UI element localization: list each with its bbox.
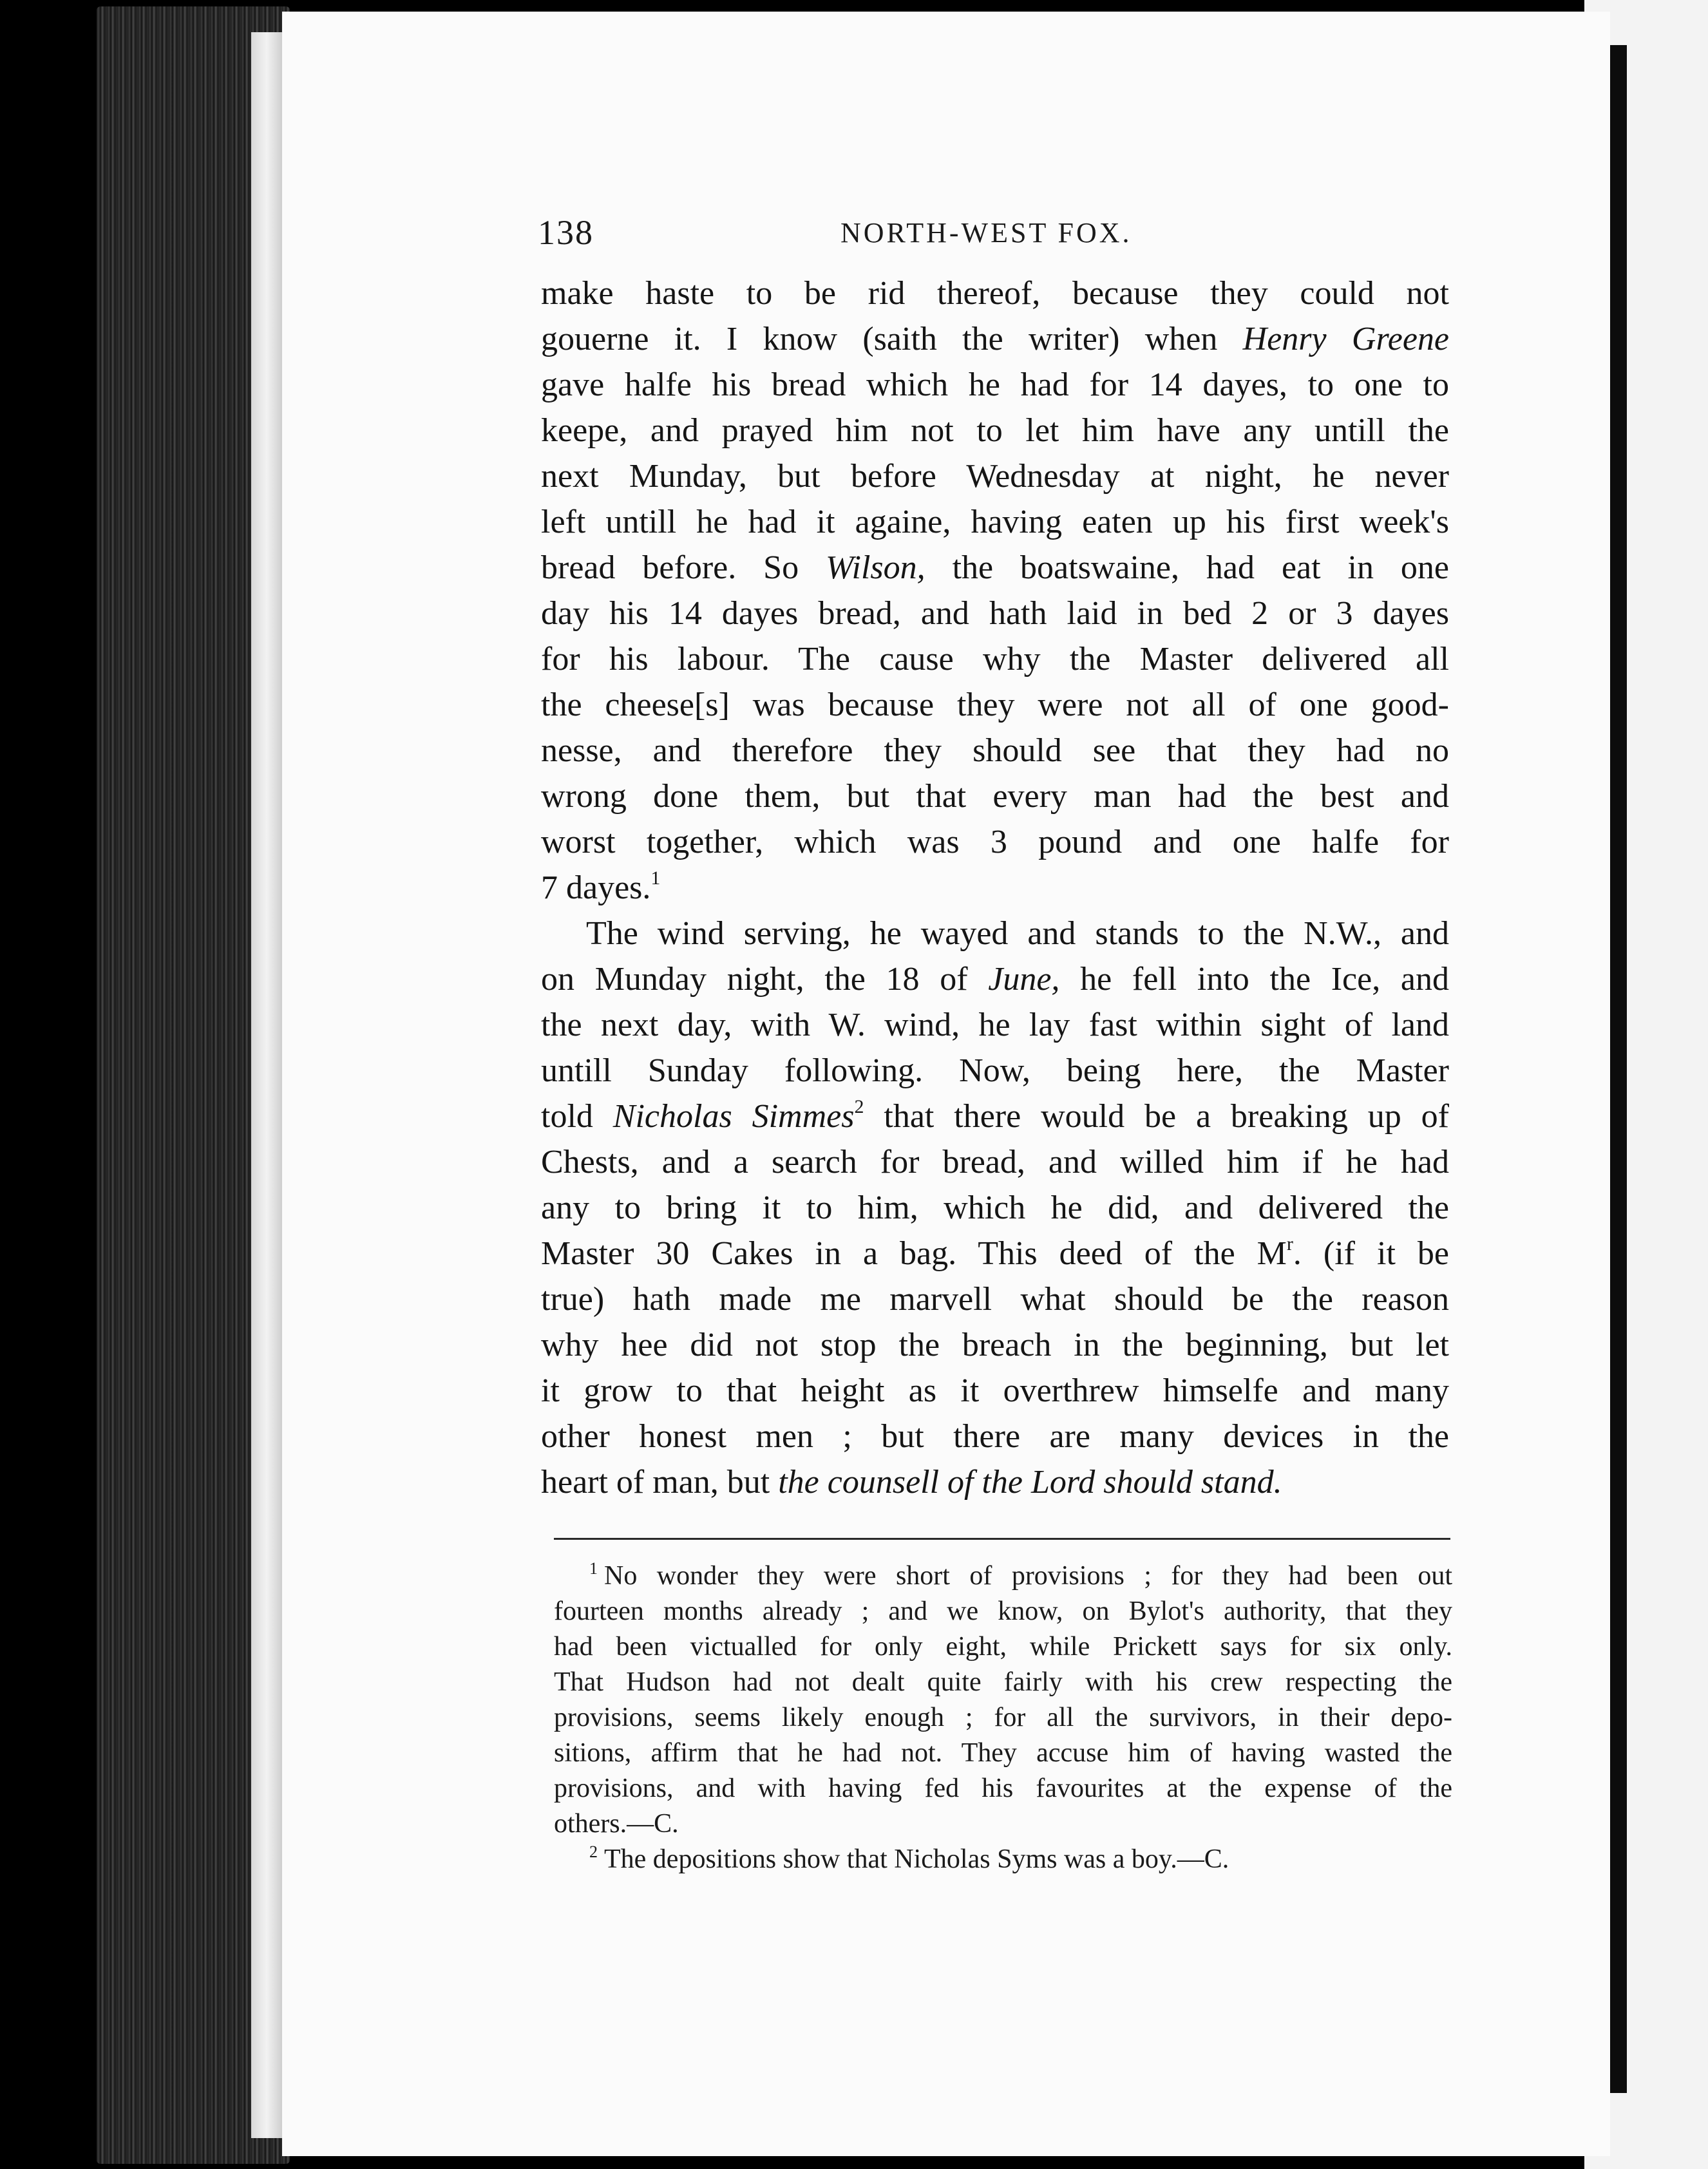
text-line: the cheese[s] was because they were not all of one good- [541,687,1449,723]
footnote-ref: 1 [650,867,661,889]
running-title: NORTH-WEST FOX. [840,217,1132,249]
text-line: it grow to that height as it overthrew himselfe and many [541,1372,1449,1409]
footnote-line: provisions, seems likely enough ; for all the survivors, in their depo- [554,1703,1452,1732]
text-line: heart of man, but the counsell of the Lord should stand. [541,1464,1282,1501]
text-line: for his labour. The cause why the Master delivered all [541,641,1449,677]
text-line: next Munday, but before Wednesday at night, he never [541,458,1449,495]
name-nicholas-simmes: Nicholas Simmes [612,1098,855,1135]
text-line: Chests, and a search for bread, and willed him if he had [541,1144,1449,1180]
footnote-rule [554,1538,1450,1540]
footnote-line: $^1$ No wonder they were short of provisions ; for they had been out [589,1559,1452,1591]
footnote-line: fourteen months already ; and we know, on Bylot's authority, that they [554,1596,1452,1626]
footnote-mark: 1 [589,1559,598,1578]
text-line: bread before. So Wilson, the boatswaine, had eat in one [541,549,1449,586]
text-line: on Munday night, the 18 of June, he fell into the Ice, and [541,961,1449,998]
text-line: any to bring it to him, which he did, and delivered the [541,1189,1449,1226]
text-line: gave halfe his bread which he had for 14 dayes, to one to [541,366,1449,403]
text-line: nesse, and therefore they should see that they had no [541,732,1449,769]
text-line: wrong done them, but that every man had the best and [541,778,1449,815]
footnote-line: sitions, affirm that he had not. They accuse him of having wasted the [554,1738,1452,1768]
book-fore-edge [97,6,290,2164]
text-line: left untill he had it againe, having eaten up his first week's [541,504,1449,540]
footnote-line: $^2$ The depositions show that Nicholas Syms was a boy.—C. [589,1842,1229,1874]
text-line: keepe, and prayed him not to let him have any untill the [541,412,1449,449]
page-number: 138 [538,213,594,252]
text-line: the next day, with W. wind, he lay fast within sight of land [541,1007,1449,1043]
text-line: why hee did not stop the breach in the beginning, but let [541,1327,1449,1363]
text-line: true) hath made me marvell what should be the reason [541,1281,1449,1318]
footnotes [554,1558,1452,1877]
text-line: worst together, which was 3 pound and one halfe for [541,824,1449,860]
name-june: June, [988,961,1060,998]
name-henry-greene: Henry Greene [1242,321,1449,357]
footnote-line: That Hudson had not dealt quite fairly with his crew respecting the [554,1667,1452,1697]
text-line: day his 14 dayes bread, and hath laid in bed 2 or 3 dayes [541,595,1449,632]
running-head [538,213,1465,264]
body-text [541,270,1449,1505]
name-wilson: Wilson, [826,549,925,586]
superscript-r: r [1286,1233,1293,1255]
binding-gutter [1610,45,1627,2093]
text-line: other honest men ; but there are many devices in the [541,1418,1449,1455]
text-line: The wind serving, he wayed and stands to the N.W., and [586,915,1449,952]
text-line: Master 30 Cakes in a bag. This deed of the M$^r$. (if it be [541,1233,1449,1272]
footnote-mark: 2 [589,1842,598,1861]
footnote-line: provisions, and with having fed his favourites at the expense of the [554,1774,1452,1803]
text-line: make haste to be rid thereof, because they could not [541,275,1449,312]
footnote-line: others.—C. [554,1809,679,1839]
text-line: untill Sunday following. Now, being here, the Master [541,1052,1449,1089]
quote-counsell: the counsell of the Lord should stand. [778,1464,1282,1501]
text-line: gouerne it. I know (saith the writer) when Henry Greene [541,321,1449,357]
footnote-line: had been victualled for only eight, while Prickett says for six only. [554,1632,1452,1662]
text-line: 7 dayes.$^1$ [541,867,661,906]
text-line: told Nicholas Simmes$^2$ that there would be a breaking up of [541,1096,1449,1135]
footnote-ref: 2 [854,1096,864,1117]
